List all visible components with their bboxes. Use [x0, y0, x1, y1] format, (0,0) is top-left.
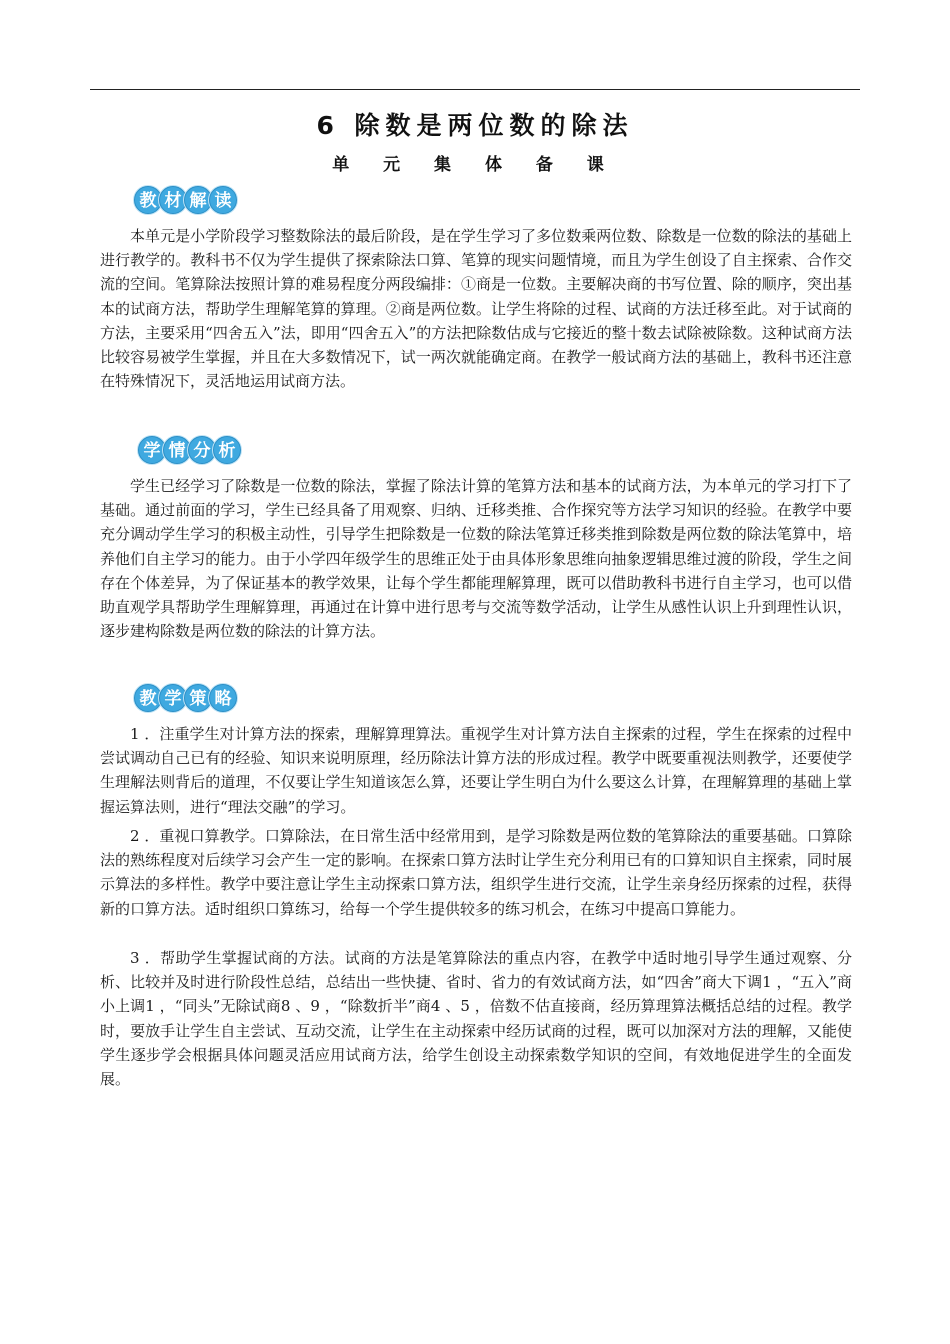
badge-char: 析	[213, 436, 241, 464]
strategy-item-1: 1 ．注重学生对计算方法的探索，理解算理算法。重视学生对计算方法自主探索的过程，学生在探索的过程中尝试调动自己已有的经验、知识来说明原理，经历除法计算方法的形成过程。教学中既要重视法则教学，还要使学生理解法则背后的道理，不仅要让学生知道该怎么算，还要让学生明白为什么要这么计算，在理解算理的基础上掌握运算法则，进行“理法交融”的学习。	[100, 725, 852, 816]
badge-char: 读	[209, 186, 237, 214]
badge-char: 学	[138, 436, 166, 464]
section-paragraph: 学生已经学习了除数是一位数的除法，掌握了除法计算的笔算方法和基本的试商方法，为本单元的学习打下了基础。通过前面的学习，学生已经具备了用观察、归纳、迁移类推、合作探究等方法学习知识的经验。在教学中要充分调动学生学习的积极主动性，引导学生把除数是一位数的除法笔算迁移类推到除数是两位数的除法笔算中，培养他们自主学习的能力。由于小学四年级学生的思维正处于由具体形象思维向抽象逻辑思维过渡的阶段，学生之间存在个体差异，为了保证基本的教学效果，让每个学生都能理解算理，既可以借助教科书进行自主学习，也可以借助直观学具帮助学生理解算理，再通过在计算中进行思考与交流等数学活动，让学生从感性认识上升到理性认识，逐步建构除数是两位数的除法的计算方法。	[100, 477, 852, 641]
header-rule	[90, 89, 860, 90]
badge-char: 材	[159, 186, 187, 214]
strategy-item-3: 3 ．帮助学生掌握试商的方法。试商的方法是笔算除法的重点内容，在教学中适时地引导学生通过观察、分析、比较并及时进行阶段性总结，总结出一些快捷、省时、省力的有效试商方法，如“四舍”商大下调1 ，“五入”商小上调1 ，“同头”无除试商8 、9 ，“除数折半”商4 、5 ，倍数不估直接商，经历算理算法概括总结的过程。教学时，要放手让学生自主尝试、互动交流，让学生在主动探索中经历试商的过程，既可以加深对方法的理解，又能使学生逐步学会根据具体问题灵活应用试商方法，给学生创设主动探索数学知识的空间，有效地促进学生的全面发展。	[100, 949, 852, 1089]
badge-char: 教	[134, 684, 162, 712]
section-badge-teaching-strategy	[134, 682, 234, 714]
badge-char: 学	[159, 684, 187, 712]
section-badge-textbook	[134, 184, 234, 216]
section-badge-student-analysis	[138, 434, 238, 466]
badge-char: 教	[134, 186, 162, 214]
badge-char: 分	[188, 436, 216, 464]
badge-char: 情	[163, 436, 191, 464]
badge-char: 解	[184, 186, 212, 214]
section-paragraph: 本单元是小学阶段学习整数除法的最后阶段，是在学生学习了多位数乘两位数、除数是一位数的除法的基础上进行教学的。教科书不仅为学生提供了探索除法口算、笔算的现实问题情境，而且为学生创设了自主探索、合作交流的空间。笔算除法按照计算的难易程度分两段编排：①商是一位数。主要解决商的书写位置、除的顺序，突出基本的试商方法，帮助学生理解笔算的算理。②商是两位数。让学生将除的过程、试商的方法迁移至此。对于试商的方法，主要采用“四舍五入”法，即用“四舍五入”的方法把除数估成与它接近的整十数去试除被除数。这种试商方法比较容易被学生掌握，并且在大多数情况下，试一两次就能确定商。在教学一般试商方法的基础上，教科书还注意在特殊情况下，灵活地运用试商方法。	[100, 227, 852, 391]
badge-char: 略	[209, 684, 237, 712]
page-subtitle: 单 元 集 体 备 课	[332, 155, 618, 175]
page-title: 6 除数是两位数的除法	[316, 111, 634, 140]
strategy-item-2: 2 ．重视口算教学。口算除法，在日常生活中经常用到，是学习除数是两位数的笔算除法的重要基础。口算除法的熟练程度对后续学习会产生一定的影响。在探索口算方法时让学生充分利用已有的口算知识自主探索，同时展示算法的多样性。教学中要注意让学生主动探索口算方法，组织学生进行交流，让学生亲身经历探索的过程，获得新的口算方法。适时组织口算练习，给每一个学生提供较多的练习机会，在练习中提高口算能力。	[100, 827, 852, 918]
badge-char: 策	[184, 684, 212, 712]
